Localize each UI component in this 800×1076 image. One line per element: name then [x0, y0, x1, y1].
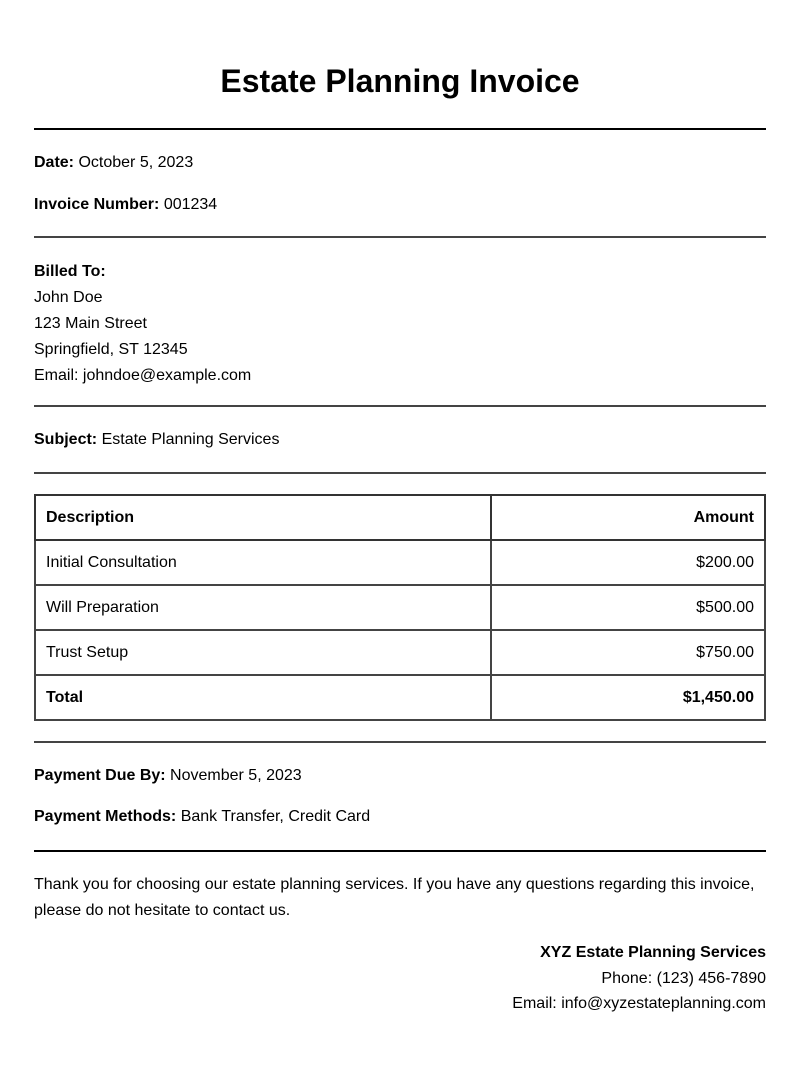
subject-line — [34, 430, 766, 450]
table-total-row — [35, 675, 765, 720]
company-email: Email: info@xyzestateplanning.com — [512, 995, 766, 1012]
payment-due — [34, 766, 766, 786]
total-value: $1,450.00 — [491, 675, 765, 720]
company-phone: Phone: (123) 456-7890 — [601, 969, 766, 987]
invoice-number — [34, 195, 766, 215]
billed-to-block — [34, 259, 766, 389]
row-amount: $750.00 — [491, 630, 765, 675]
company-block — [34, 940, 766, 1017]
services-table — [34, 494, 766, 721]
payment-methods-label: Payment Methods: — [34, 808, 177, 825]
billed-to-city: Springfield, ST 12345 — [34, 341, 188, 358]
column-header-description: Description — [35, 495, 491, 540]
payment-due-value: November 5, 2023 — [170, 767, 302, 784]
row-amount: $200.00 — [491, 540, 765, 585]
invoice-number-label: Invoice Number: — [34, 196, 160, 213]
payment-due-label: Payment Due By: — [34, 767, 166, 784]
billed-to-email: Email: johndoe@example.com — [34, 367, 252, 384]
payment-methods — [34, 807, 766, 827]
billed-to-name: John Doe — [34, 289, 103, 306]
page-title: Estate Planning Invoice — [220, 63, 580, 99]
invoice-page — [34, 0, 766, 1017]
subject-label: Subject: — [34, 431, 98, 448]
invoice-number-value: 001234 — [163, 196, 218, 213]
date-value: October 5, 2023 — [78, 154, 194, 171]
column-header-amount: Amount — [491, 495, 765, 540]
table-row — [35, 630, 765, 675]
thank-you-message: Thank you for choosing our estate planning services. If you have any questions regarding this invoice, please do not hesitate to contact us. — [34, 876, 755, 919]
row-description: Will Preparation — [35, 585, 491, 630]
payment-methods-value: Bank Transfer, Credit Card — [180, 808, 371, 825]
date-label: Date: — [34, 154, 75, 171]
company-name: XYZ Estate Planning Services — [540, 944, 766, 961]
subject-value: Estate Planning Services — [101, 431, 280, 448]
table-row — [35, 540, 765, 585]
table-header-row — [35, 495, 765, 540]
row-amount: $500.00 — [491, 585, 765, 630]
row-description: Initial Consultation — [35, 540, 491, 585]
billed-to-street: 123 Main Street — [34, 315, 147, 332]
row-description: Trust Setup — [35, 630, 491, 675]
total-label: Total — [35, 675, 491, 720]
invoice-date — [34, 153, 766, 173]
billed-to-label: Billed To: — [34, 263, 106, 280]
table-row — [35, 585, 765, 630]
